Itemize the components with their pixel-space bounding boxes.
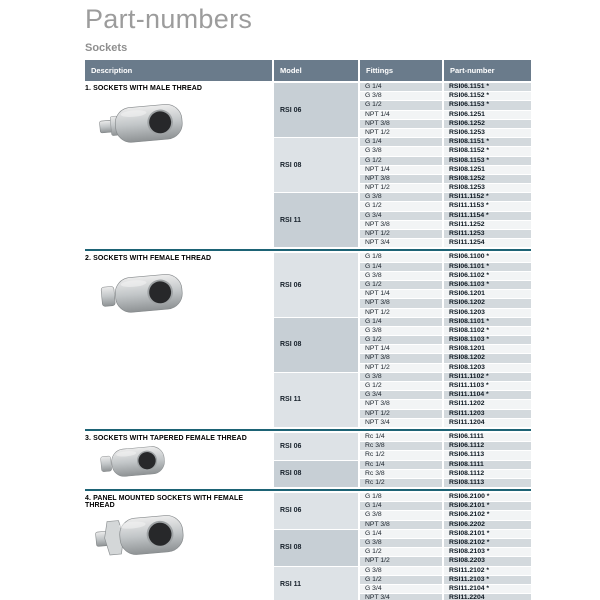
table-row	[360, 364, 531, 373]
table-row	[360, 138, 531, 147]
table-row	[360, 147, 531, 156]
fitting-cell: G 3/4	[360, 585, 442, 594]
section-separator	[85, 429, 531, 431]
part-number-cell: RSI11.2103 *	[444, 576, 531, 585]
part-number-cell: RSI11.1152 *	[444, 193, 531, 202]
model-cell: RSI 06	[274, 493, 358, 530]
table-row	[360, 373, 531, 382]
part-number-cell: RSI08.2103 *	[444, 548, 531, 557]
fitting-cell: G 1/4	[360, 263, 442, 272]
fitting-cell: G 1/2	[360, 202, 442, 211]
model-cell: RSI 08	[274, 138, 358, 193]
fitting-cell: Rc 3/8	[360, 470, 442, 479]
table-row	[360, 354, 531, 363]
part-number-cell: RSI08.1252	[444, 175, 531, 184]
table-row	[360, 594, 531, 600]
model-group	[274, 253, 531, 317]
part-number-cell: RSI11.1103 *	[444, 382, 531, 391]
fitting-cell: G 3/8	[360, 511, 442, 520]
part-number-cell: RSI08.1153 *	[444, 157, 531, 166]
part-number-cell: RSI11.2204	[444, 594, 531, 600]
part-number-cell: RSI08.1111	[444, 461, 531, 470]
model-cell: RSI 06	[274, 83, 358, 138]
part-number-cell: RSI11.1253	[444, 230, 531, 239]
socket-male-thread-photo	[98, 101, 272, 152]
table-header-row	[85, 60, 531, 81]
fitting-cell: G 1/2	[360, 576, 442, 585]
part-number-cell: RSI08.1101 *	[444, 318, 531, 327]
description-cell	[85, 493, 272, 600]
part-number-cell: RSI06.2101 *	[444, 502, 531, 511]
fitting-cell: G 1/4	[360, 318, 442, 327]
table-row	[360, 83, 531, 92]
description-cell	[85, 253, 272, 428]
table-row	[360, 410, 531, 419]
part-number-cell: RSI11.1104 *	[444, 391, 531, 400]
fitting-cell: NPT 3/8	[360, 354, 442, 363]
model-group	[274, 318, 531, 373]
table-row	[360, 470, 531, 479]
part-number-cell: RSI06.1112	[444, 442, 531, 451]
model-cell: RSI 06	[274, 253, 358, 317]
table-row	[360, 175, 531, 184]
fitting-cell: Rc 1/4	[360, 433, 442, 442]
fitting-cell: NPT 1/2	[360, 557, 442, 566]
table-row	[360, 263, 531, 272]
part-number-cell: RSI08.1203	[444, 364, 531, 373]
fitting-cell: NPT 1/4	[360, 111, 442, 120]
part-number-cell: RSI06.1111	[444, 433, 531, 442]
fitting-cell: NPT 3/4	[360, 239, 442, 248]
model-groups	[274, 433, 531, 488]
fitting-cell: NPT 1/2	[360, 230, 442, 239]
fitting-cell: NPT 3/8	[360, 400, 442, 409]
fitting-cell: NPT 1/4	[360, 290, 442, 299]
column-header-fittings: Fittings	[360, 60, 442, 81]
model-groups	[274, 83, 531, 248]
description-cell	[85, 83, 272, 248]
model-group	[274, 138, 531, 193]
table-row	[360, 382, 531, 391]
part-number-cell: RSI08.1102 *	[444, 327, 531, 336]
table-row	[360, 567, 531, 576]
fitting-cell: Rc 3/8	[360, 442, 442, 451]
table-row	[360, 493, 531, 502]
fitting-cell: NPT 3/8	[360, 120, 442, 129]
part-number-cell: RSI08.1201	[444, 345, 531, 354]
table-row	[360, 230, 531, 239]
model-cell: RSI 11	[274, 373, 358, 428]
table-row	[360, 281, 531, 290]
column-header-description: Description	[85, 60, 272, 81]
fitting-cell: G 3/8	[360, 193, 442, 202]
part-number-cell: RSI06.1152 *	[444, 92, 531, 101]
model-group	[274, 433, 531, 461]
fitting-cell: Rc 1/4	[360, 461, 442, 470]
table-row	[360, 184, 531, 193]
part-number-cell: RSI08.2102 *	[444, 539, 531, 548]
fitting-cell: NPT 3/8	[360, 299, 442, 308]
fitting-cell: NPT 3/8	[360, 521, 442, 530]
table-row	[360, 318, 531, 327]
table-row	[360, 548, 531, 557]
table-row	[360, 345, 531, 354]
fitting-cell: NPT 1/2	[360, 129, 442, 138]
part-number-cell: RSI11.1202	[444, 400, 531, 409]
parts-table	[85, 60, 531, 600]
table-row	[360, 212, 531, 221]
fitting-cell: G 1/2	[360, 101, 442, 110]
model-group	[274, 373, 531, 428]
panel-mounted-socket-photo	[95, 512, 272, 565]
model-group	[274, 83, 531, 138]
model-group	[274, 193, 531, 248]
fitting-cell: NPT 3/4	[360, 594, 442, 600]
fitting-cell: NPT 1/2	[360, 184, 442, 193]
fitting-cell: G 3/4	[360, 212, 442, 221]
description-cell	[85, 433, 272, 488]
fitting-cell: G 3/4	[360, 391, 442, 400]
fitting-cell: G 1/2	[360, 336, 442, 345]
table-row	[360, 299, 531, 308]
table-row	[360, 120, 531, 129]
fitting-cell: G 1/2	[360, 548, 442, 557]
table-row	[360, 521, 531, 530]
table-row	[360, 419, 531, 428]
part-number-cell: RSI06.2102 *	[444, 511, 531, 520]
part-number-cell: RSI08.1202	[444, 354, 531, 363]
part-number-cell: RSI06.1201	[444, 290, 531, 299]
page-title: Part-numbers	[85, 4, 253, 34]
fitting-cell: G 1/4	[360, 530, 442, 539]
table-row	[360, 576, 531, 585]
fitting-cell: G 1/2	[360, 281, 442, 290]
part-number-cell: RSI06.2100 *	[444, 493, 531, 502]
part-number-cell: RSI08.1251	[444, 166, 531, 175]
fitting-cell: NPT 1/2	[360, 309, 442, 318]
table-row	[360, 539, 531, 548]
table-row	[360, 309, 531, 318]
fitting-cell: G 1/8	[360, 253, 442, 262]
fitting-cell: G 1/2	[360, 157, 442, 166]
part-number-cell: RSI08.2203	[444, 557, 531, 566]
fitting-cell: G 3/8	[360, 567, 442, 576]
socket-tapered-female-thread-photo	[98, 444, 272, 485]
table-row	[360, 511, 531, 520]
part-number-cell: RSI08.1113	[444, 479, 531, 488]
fitting-cell: NPT 1/4	[360, 166, 442, 175]
part-number-cell: RSI11.2102 *	[444, 567, 531, 576]
table-body	[85, 83, 531, 600]
model-cell: RSI 11	[274, 193, 358, 248]
part-number-cell: RSI08.1103 *	[444, 336, 531, 345]
column-header-model: Model	[274, 60, 358, 81]
part-number-cell: RSI08.2101 *	[444, 530, 531, 539]
part-number-cell: RSI11.1102 *	[444, 373, 531, 382]
part-number-cell: RSI06.1100 *	[444, 253, 531, 262]
fitting-cell: G 3/8	[360, 373, 442, 382]
part-number-cell: RSI06.1102 *	[444, 272, 531, 281]
table-row	[360, 272, 531, 281]
part-number-cell: RSI11.1203	[444, 410, 531, 419]
table-row	[360, 111, 531, 120]
table-row	[360, 101, 531, 110]
table-row	[360, 585, 531, 594]
part-number-cell: RSI08.1112	[444, 470, 531, 479]
part-number-cell: RSI06.1101 *	[444, 263, 531, 272]
fitting-cell: G 1/4	[360, 83, 442, 92]
model-cell: RSI 08	[274, 530, 358, 567]
section-description: 3. SOCKETS WITH TAPERED FEMALE THREAD	[85, 434, 247, 442]
table-row	[360, 391, 531, 400]
table-row	[360, 253, 531, 262]
fitting-cell: G 3/8	[360, 92, 442, 101]
fitting-cell: G 3/8	[360, 327, 442, 336]
socket-female-thread-photo	[98, 271, 272, 322]
part-number-cell: RSI11.1153 *	[444, 202, 531, 211]
part-number-cell: RSI06.1202	[444, 299, 531, 308]
fitting-cell: NPT 3/4	[360, 419, 442, 428]
fitting-cell: NPT 1/4	[360, 345, 442, 354]
table-row	[360, 157, 531, 166]
table-section	[85, 253, 531, 428]
part-number-cell: RSI08.1151 *	[444, 138, 531, 147]
part-number-cell: RSI06.2202	[444, 521, 531, 530]
model-group	[274, 493, 531, 530]
part-number-cell: RSI06.1153 *	[444, 101, 531, 110]
fitting-cell: NPT 1/2	[360, 364, 442, 373]
fitting-cell: NPT 1/2	[360, 410, 442, 419]
part-number-cell: RSI06.1203	[444, 309, 531, 318]
section-description: 2. SOCKETS WITH FEMALE THREAD	[85, 255, 212, 263]
fitting-cell: G 3/8	[360, 147, 442, 156]
fitting-cell: G 3/8	[360, 539, 442, 548]
model-cell: RSI 08	[274, 318, 358, 373]
part-number-cell: RSI11.1154 *	[444, 212, 531, 221]
fitting-cell: Rc 1/2	[360, 451, 442, 460]
part-number-cell: RSI06.1103 *	[444, 281, 531, 290]
table-row	[360, 530, 531, 539]
model-cell: RSI 11	[274, 567, 358, 600]
part-number-cell: RSI11.1252	[444, 221, 531, 230]
table-row	[360, 479, 531, 488]
section-separator	[85, 489, 531, 491]
part-number-cell: RSI08.1152 *	[444, 147, 531, 156]
column-header-part-number: Part-number	[444, 60, 531, 81]
model-group	[274, 530, 531, 567]
part-number-cell: RSI08.1253	[444, 184, 531, 193]
model-cell: RSI 08	[274, 461, 358, 489]
fitting-cell: G 1/2	[360, 382, 442, 391]
fitting-cell: NPT 3/8	[360, 175, 442, 184]
part-number-cell: RSI11.1204	[444, 419, 531, 428]
part-number-cell: RSI11.2104 *	[444, 585, 531, 594]
table-row	[360, 290, 531, 299]
table-row	[360, 557, 531, 566]
table-row	[360, 92, 531, 101]
table-row	[360, 327, 531, 336]
table-row	[360, 166, 531, 175]
fitting-cell: G 3/8	[360, 272, 442, 281]
fitting-cell: Rc 1/2	[360, 479, 442, 488]
table-row	[360, 433, 531, 442]
section-separator	[85, 249, 531, 251]
model-groups	[274, 253, 531, 428]
table-row	[360, 239, 531, 248]
part-number-cell: RSI11.1254	[444, 239, 531, 248]
table-row	[360, 193, 531, 202]
section-description: 4. PANEL MOUNTED SOCKETS WITH FEMALE THREAD	[85, 495, 244, 510]
part-number-cell: RSI06.1251	[444, 111, 531, 120]
table-row	[360, 451, 531, 460]
model-group	[274, 461, 531, 489]
table-row	[360, 202, 531, 211]
table-row	[360, 221, 531, 230]
table-row	[360, 400, 531, 409]
table-section	[85, 83, 531, 248]
fitting-cell: NPT 3/8	[360, 221, 442, 230]
table-row	[360, 442, 531, 451]
table-section	[85, 433, 531, 488]
section-description: 1. SOCKETS WITH MALE THREAD	[85, 85, 203, 92]
table-row	[360, 502, 531, 511]
table-section	[85, 493, 531, 600]
table-row	[360, 336, 531, 345]
table-row	[360, 129, 531, 138]
part-number-cell: RSI06.1113	[444, 451, 531, 460]
model-group	[274, 567, 531, 600]
table-row	[360, 461, 531, 470]
model-groups	[274, 493, 531, 600]
part-number-cell: RSI06.1151 *	[444, 83, 531, 92]
model-cell: RSI 06	[274, 433, 358, 461]
fitting-cell: G 1/4	[360, 502, 442, 511]
fitting-cell: G 1/8	[360, 493, 442, 502]
section-subtitle: Sockets	[85, 42, 128, 54]
part-number-cell: RSI06.1252	[444, 120, 531, 129]
part-number-cell: RSI06.1253	[444, 129, 531, 138]
fitting-cell: G 1/4	[360, 138, 442, 147]
